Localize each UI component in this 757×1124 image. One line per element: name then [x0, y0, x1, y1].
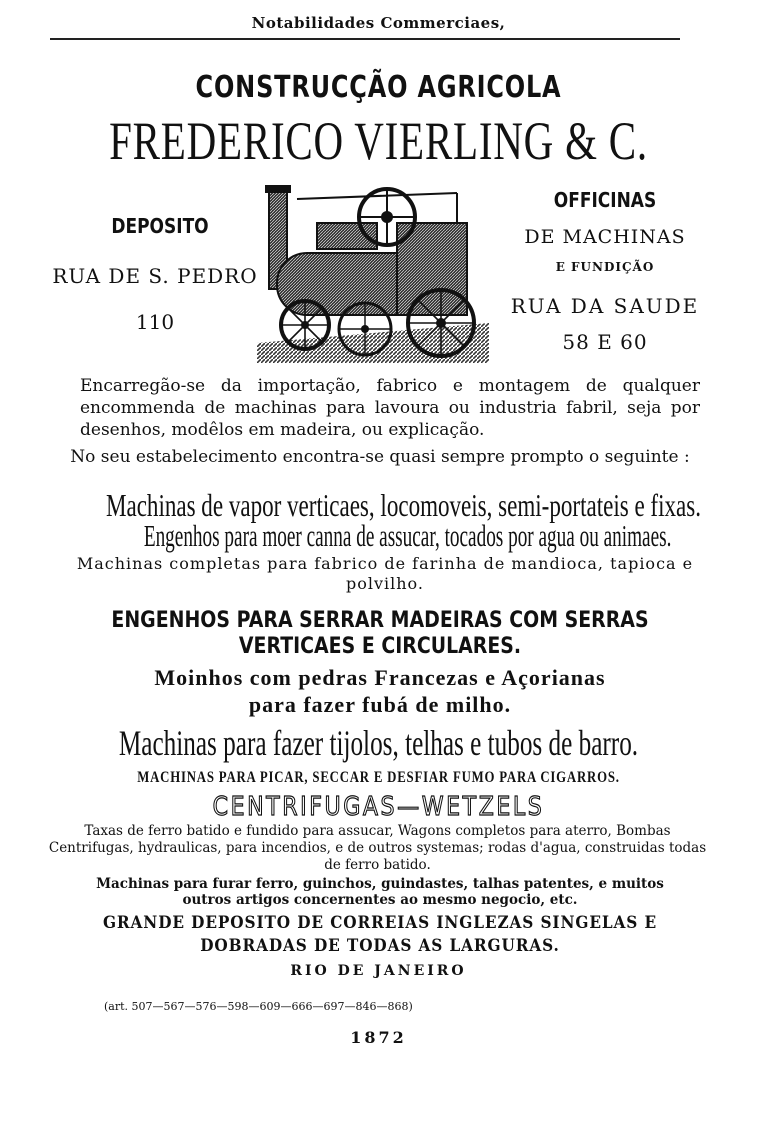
header-rule — [50, 38, 680, 40]
deposit-number: 110 — [135, 310, 175, 334]
deposit-street: RUA DE S. PEDRO — [52, 264, 258, 288]
workshops-numbers: 58 E 60 — [562, 330, 648, 354]
references-line: (art. 507—567—576—598—609—666—697—846—868) — [104, 1000, 413, 1013]
year-line: 1872 — [350, 1028, 407, 1047]
city-line: RIO DE JANEIRO — [290, 963, 467, 979]
belts-paragraph: GRANDE DEPOSITO DE CORREIAS INGLEZAS SINGELAS E DOBRADAS DE TODAS AS LARGURAS. — [102, 913, 658, 956]
bricks-line: Machinas para fazer tijolos, telhas e tubos de barro. — [118, 723, 639, 763]
manioc-machines-line: Machinas completas para fabrico de farinha de mandioca, tapioca e polvilho. — [76, 554, 694, 593]
kicker-title: CONSTRUCÇÃO AGRICOLA — [195, 70, 562, 105]
millstones-line-1: Moinhos com pedras Francezas e Açorianas — [154, 665, 606, 690]
workshops-foundry: E FUNDIÇÃO — [555, 260, 655, 274]
firm-name: FREDERICO VIERLING & C. — [109, 111, 648, 171]
stock-paragraph: No seu estabelecimento encontra-se quasi sempre prompto o seguinte : — [70, 447, 690, 467]
workshops-heading: OFFICINAS — [553, 188, 657, 212]
tobacco-machines-line: MACHINAS PARA PICAR, SECCAR E DESFIAR FUMO PARA CIGARROS. — [137, 769, 620, 786]
sawmills-line: ENGENHOS PARA SERRAR MADEIRAS COM SERRAS VERTICAES E CIRCULARES. — [111, 608, 649, 659]
deposit-heading: DEPOSITO — [111, 214, 209, 238]
tools-paragraph: Machinas para furar ferro, guinchos, guindastes, talhas patentes, e muitos outros artigos concernentes ao mesmo negocio, etc. — [96, 876, 664, 908]
centrifugas-line: CENTRIFUGAS—WETZELS — [212, 792, 545, 822]
running-title: Notabilidades Commerciaes, — [251, 14, 506, 32]
steam-engine-illustration — [257, 183, 489, 363]
workshops-street: RUA DA SAUDE — [510, 294, 700, 318]
intro-paragraph: Encarregão-se da importação, fabrico e montagem de qualquer encommenda de machinas para lavoura ou industria fabril, seja por desenhos, modêlos em madeira, ou explicação. — [80, 376, 700, 440]
steam-engines-line: Machinas de vapor verticaes, locomoveis, semi-portateis e fixas. — [105, 487, 701, 523]
sugar-mills-line: Engenhos para moer canna de assucar, tocados por agua ou animaes. — [143, 518, 672, 553]
workshops-subtitle: DE MACHINAS — [524, 226, 686, 248]
millstones-block — [60, 664, 700, 718]
tanks-paragraph: Taxas de ferro batido e fundido para assucar, Wagons completos para aterro, Bombas Centrifugas, hydraulicas, para incendios, e de outros systemas; rodas d'agua, construidas todas de ferro batido. — [48, 823, 707, 873]
millstones-line-2: para fazer fubá de milho. — [248, 692, 512, 717]
